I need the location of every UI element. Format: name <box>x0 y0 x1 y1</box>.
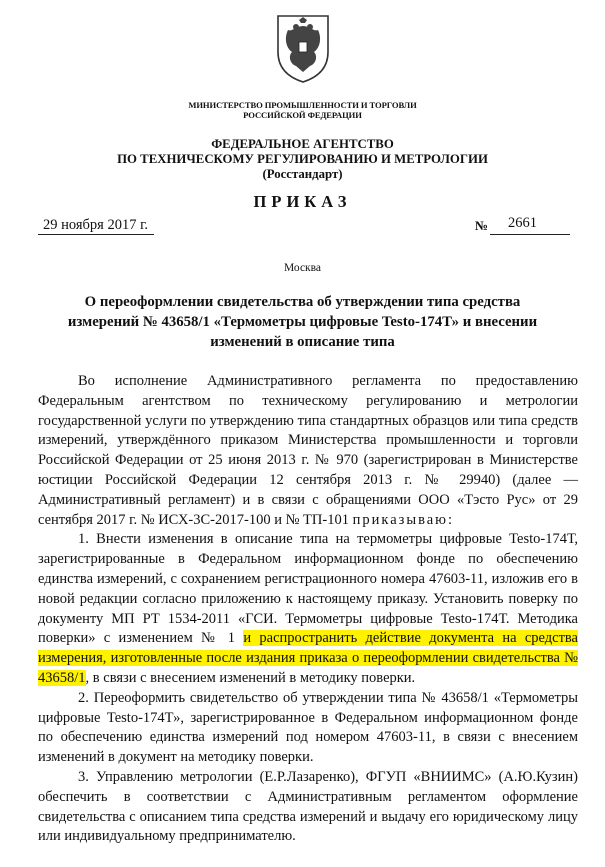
date-underline <box>38 234 154 235</box>
agency-name <box>0 137 605 182</box>
agency-line-1: ФЕДЕРАЛЬНОЕ АГЕНТСТВО <box>211 137 394 151</box>
heading-line-2: измерений № 43658/1 «Термометры цифровые Testo-174Т» и внесении <box>67 314 538 330</box>
order-heading <box>0 292 605 352</box>
order-date: 29 ноября 2017 г. <box>43 217 149 233</box>
order-number: 2661 <box>508 215 537 231</box>
heading-line-1: О переоформлении свидетельства об утверждении типа средства <box>84 294 521 310</box>
order-word: приказываю: <box>352 511 455 528</box>
document-type: ПРИКАЗ <box>253 192 352 211</box>
number-underline <box>490 234 570 235</box>
preamble-text: Во исполнение Административного регламента по предоставлению Федеральным агентством по техническому регулированию и метрологии государственной услуги по утверждению типа стандартных образцов или типа средств измерений, утверждённого приказом Министерства промышленности и торговли Российской Федерации от 25 июня 2013 г. № 970 (зарегистрирован в Министерстве юстиции Российской Федерации 12 сентября 2013 г. № 29940) (далее — Административный регламент) и в связи с обращениями ООО «Тэсто Рус» от 29 сентября 2017 г. № ИСХ-3С-2017-100 и № ТП-101 <box>38 373 578 528</box>
item-3-paragraph: 3. Управлению метрологии (Е.Р.Лазаренко), ФГУП «ВНИИМС» (А.Ю.Кузин) обеспечить в соответствии с Административным регламентом оформление свидетельства с описанием типа средства измерений и выдачу его юридическому лицу или индивидуальному предпринимателю. <box>38 768 578 845</box>
heading-line-3: изменений в описание типа <box>210 334 395 350</box>
preamble-paragraph <box>38 372 578 530</box>
ministry-line-2: РОССИЙСКОЙ ФЕДЕРАЦИИ <box>243 110 362 120</box>
city: Москва <box>283 262 322 274</box>
item-2-paragraph: 2. Переоформить свидетельство об утверждении типа № 43658/1 «Термометры цифровые Testo-174Т», зарегистрированное в Федеральном информационном фонде по обеспечению единства измерений под номером 47603-11, в связи с внесением изменений в документ на методику поверки. <box>38 689 578 766</box>
russian-coat-of-arms-icon <box>272 12 334 84</box>
ministry-name <box>0 100 605 120</box>
number-label: № <box>475 218 489 233</box>
order-body <box>38 372 578 847</box>
agency-line-2: ПО ТЕХНИЧЕСКОМУ РЕГУЛИРОВАНИЮ И МЕТРОЛОГИИ <box>117 152 488 166</box>
item-1-text: 1. Внести изменения в описание типа на термометры цифровые Testo-174Т, зарегистрированные в Федеральном информационном фонде по обеспечению единства измерений, с сохранением регистрационного номера 47603-11, изложив его в новой редакции согласно приложению к настоящему приказу. Установить поверку по документу МП РТ 1534-2011 «ГСИ. Термометры цифровые Testo-174Т. Методика поверки» с изменением № 1 <box>38 531 578 647</box>
highlighted-text: и распространить действие документа на средства измерения, изготовленные после издания приказа о переоформлении свидетельства № 43658/1 <box>38 630 578 686</box>
item-1-paragraph <box>38 530 578 688</box>
agency-line-3: (Росстандарт) <box>262 167 343 181</box>
item-1-end: , в связи с внесением изменений в методику поверки. <box>85 669 416 686</box>
ministry-line-1: МИНИСТЕРСТВО ПРОМЫШЛЕННОСТИ И ТОРГОВЛИ <box>188 100 417 110</box>
